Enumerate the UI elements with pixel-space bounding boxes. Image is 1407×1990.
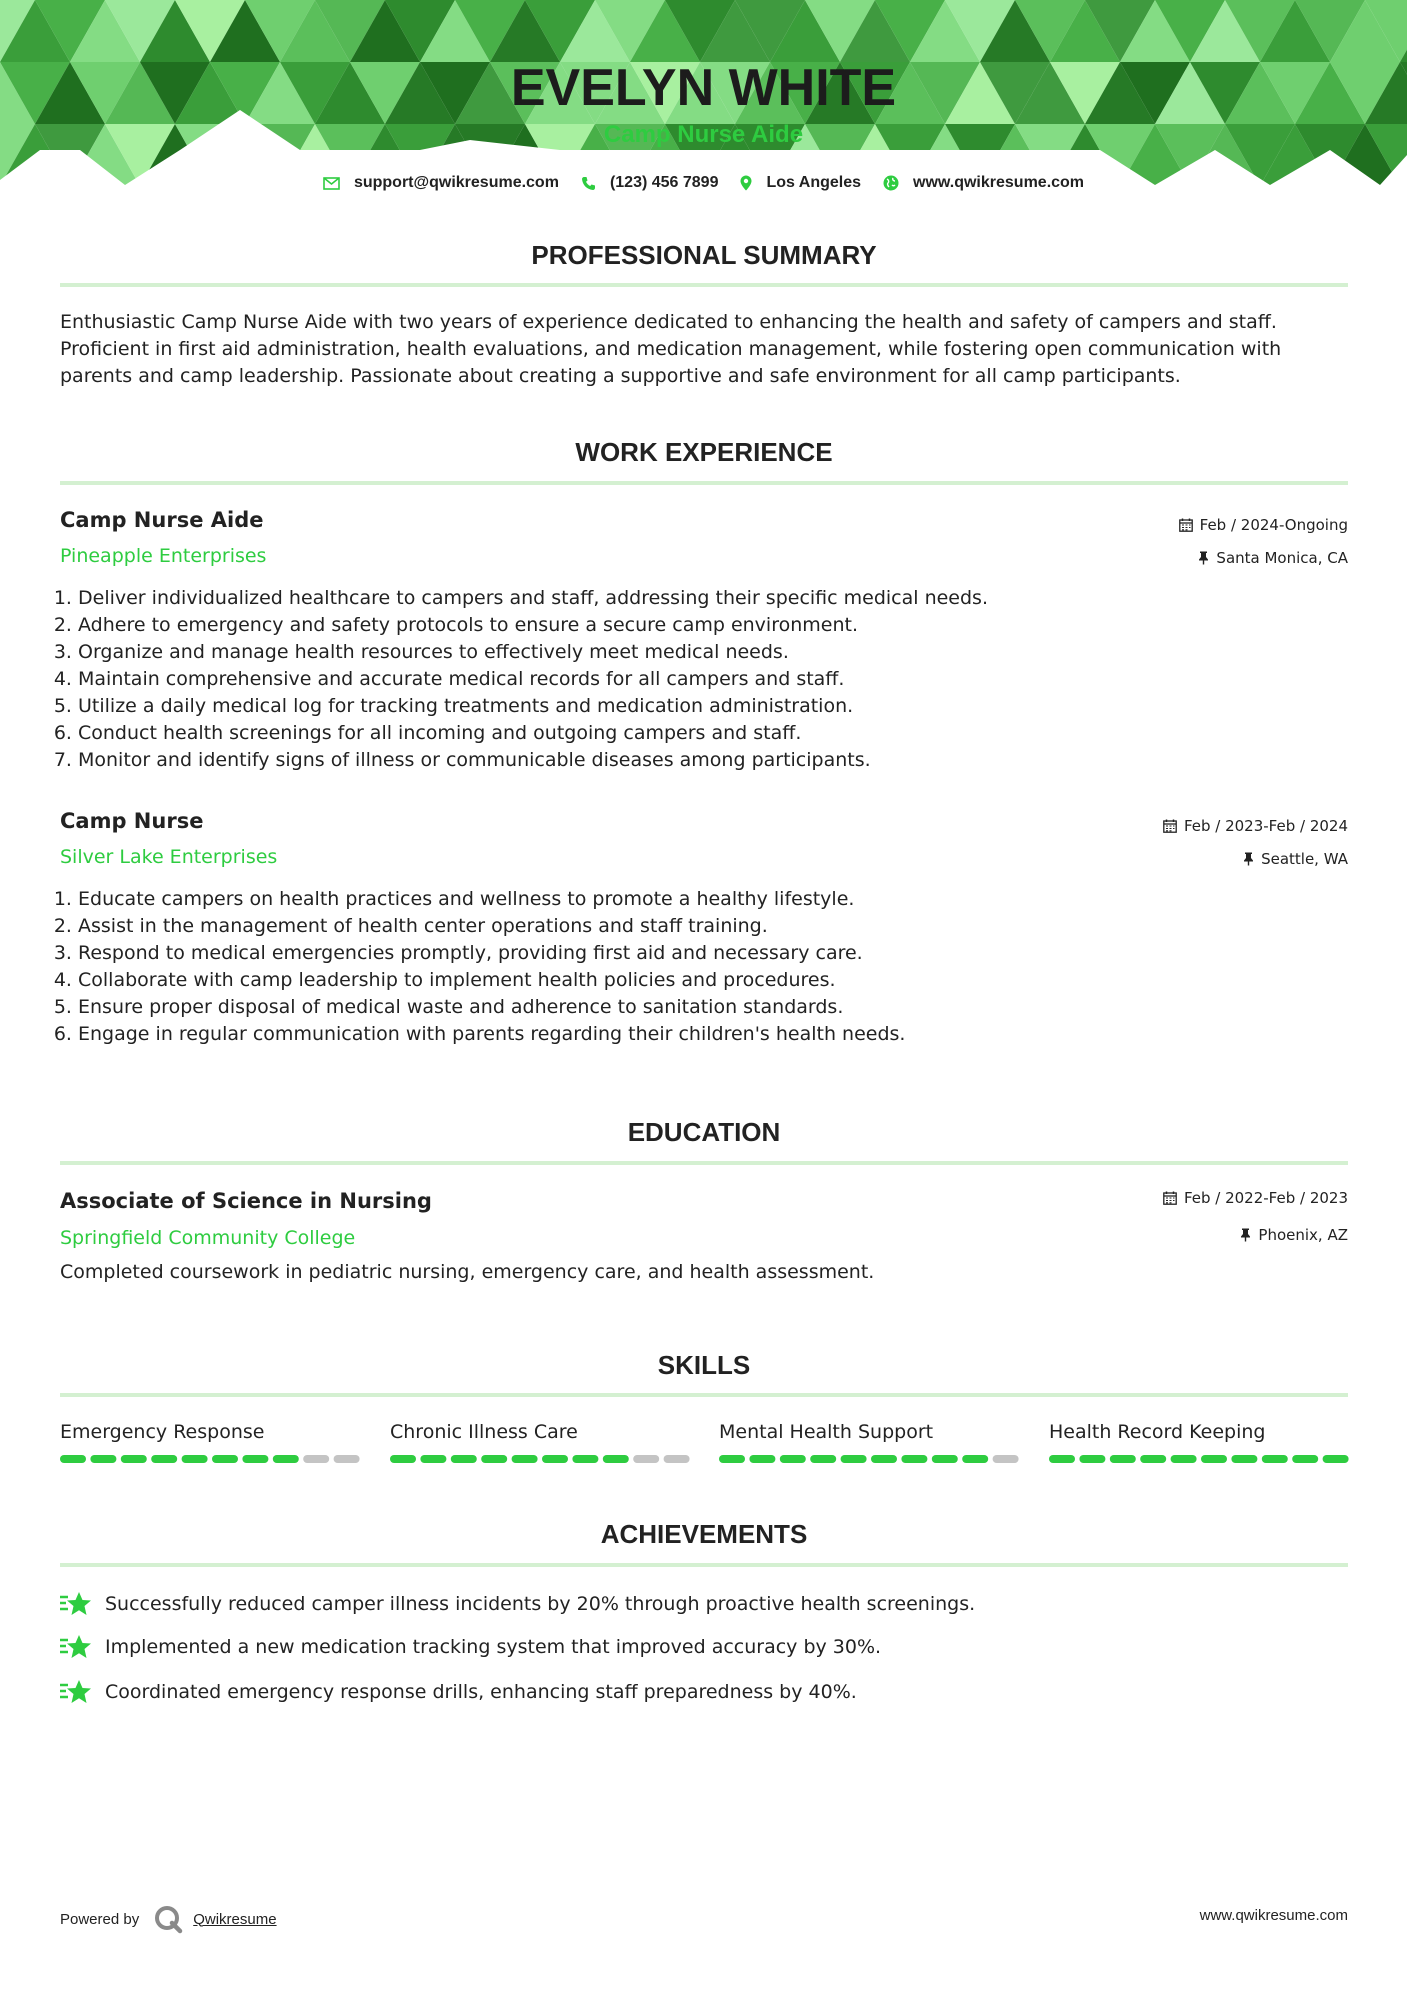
section-divider [60, 1563, 1348, 1567]
skill-segment-filled [1079, 1455, 1105, 1463]
skill-segment-filled [1201, 1455, 1227, 1463]
list-item: 6. Conduct health screenings for all incoming and outgoing campers and staff. [78, 720, 1328, 747]
education-dates-text: Feb / 2022-Feb / 2023 [1183, 1189, 1348, 1207]
job-location-text: Santa Monica, CA [1216, 549, 1348, 567]
skill-segment-filled [1049, 1455, 1075, 1463]
skill-level-bar [719, 1454, 1019, 1464]
achievement-text: Implemented a new medication tracking system that improved accuracy by 30%. [105, 1636, 882, 1658]
email-text: support@qwikresume.com [353, 174, 559, 191]
skill-level-bar [1049, 1454, 1349, 1464]
section-title-education: EDUCATION [627, 1117, 781, 1147]
job-location [1198, 549, 1348, 567]
contact-bar [0, 174, 1407, 192]
skill-segment-empty [633, 1455, 659, 1463]
skill-segment-filled [273, 1455, 299, 1463]
star-icon [60, 1634, 92, 1660]
job-dates-text: Feb / 2024-Ongoing [1199, 516, 1348, 534]
skill-name: Emergency Response [60, 1421, 265, 1443]
skill-segment-filled [719, 1455, 745, 1463]
job-company: Pineapple Enterprises [60, 545, 267, 567]
pushpin-icon [1240, 1228, 1251, 1242]
skill-segment-filled [481, 1455, 507, 1463]
education-degree: Associate of Science in Nursing [60, 1189, 432, 1213]
summary-text: Enthusiastic Camp Nurse Aide with two years of experience dedicated to enhancing the health and safety of campers and staff. Proficient in first aid administration, health evaluations, and medication management, while fostering open communication with parents and camp leadership. Passionate about creating a supportive and safe environment for all camp participants. [60, 311, 1282, 387]
pushpin-icon [1198, 551, 1209, 565]
skill-segment-empty [664, 1455, 690, 1463]
star-icon [60, 1591, 92, 1617]
phone-text: (123) 456 7899 [609, 174, 719, 191]
contact-email[interactable] [323, 174, 559, 192]
contact-website[interactable] [883, 174, 1084, 192]
skill-name: Health Record Keeping [1049, 1421, 1266, 1443]
job-dates [1163, 817, 1348, 835]
skill-level-bar [390, 1454, 690, 1464]
skill-segment-filled [1323, 1455, 1349, 1463]
skill-segment-filled [1231, 1455, 1257, 1463]
globe-icon [883, 175, 899, 191]
list-item: 7. Monitor and identify signs of illness or communicable diseases among participants. [78, 747, 1328, 774]
candidate-role: Camp Nurse Aide [603, 121, 804, 148]
education-location [1240, 1226, 1348, 1244]
skill-segment-filled [390, 1455, 416, 1463]
phone-icon [581, 176, 596, 191]
skill-segment-filled [542, 1455, 568, 1463]
location-text: Los Angeles [766, 174, 862, 191]
job-location [1243, 850, 1348, 868]
education-dates [1163, 1189, 1348, 1207]
list-item: 1. Deliver individualized healthcare to campers and staff, addressing their specific medical needs. [78, 585, 1328, 612]
job-title: Camp Nurse [60, 809, 204, 833]
achievement-text: Coordinated emergency response drills, enhancing staff preparedness by 40%. [105, 1681, 857, 1703]
footer-website[interactable]: www.qwikresume.com [1199, 1907, 1348, 1924]
section-divider [60, 481, 1348, 485]
job-dates [1179, 516, 1348, 534]
skill-name: Mental Health Support [719, 1421, 934, 1443]
list-item: 3. Respond to medical emergencies promptly, providing first aid and necessary care. [78, 940, 1328, 967]
skill-item [1049, 1421, 1349, 1443]
skill-segment-filled [871, 1455, 897, 1463]
skill-segment-empty [303, 1455, 329, 1463]
skill-segment-empty [993, 1455, 1019, 1463]
skill-name: Chronic Illness Care [390, 1421, 578, 1443]
job-company: Silver Lake Enterprises [60, 846, 278, 868]
skill-segment-filled [420, 1455, 446, 1463]
skill-segment-filled [749, 1455, 775, 1463]
job-title: Camp Nurse Aide [60, 508, 264, 532]
footer-powered-by [60, 1904, 277, 1934]
achievement-item [60, 1591, 975, 1617]
contact-location [740, 174, 861, 192]
skill-segment-filled [451, 1455, 477, 1463]
section-title-skills: SKILLS [657, 1350, 751, 1380]
education-description: Completed coursework in pediatric nursing, emergency care, and health assessment. [60, 1261, 875, 1283]
candidate-name: EVELYN WHITE [510, 59, 897, 117]
skill-segment-filled [780, 1455, 806, 1463]
list-item: 2. Adhere to emergency and safety protocols to ensure a secure camp environment. [78, 612, 1328, 639]
job-location-text: Seattle, WA [1261, 850, 1348, 868]
list-item: 4. Collaborate with camp leadership to implement health policies and procedures. [78, 967, 1328, 994]
section-divider [60, 283, 1348, 287]
skill-segment-filled [151, 1455, 177, 1463]
section-title-experience: WORK EXPERIENCE [575, 437, 833, 467]
achievement-item [60, 1679, 857, 1705]
education-location-text: Phoenix, AZ [1258, 1226, 1348, 1244]
skill-item [60, 1421, 360, 1443]
star-icon [60, 1679, 92, 1705]
skill-segment-filled [1292, 1455, 1318, 1463]
section-divider [60, 1161, 1348, 1165]
skill-segment-filled [603, 1455, 629, 1463]
skill-segment-filled [90, 1455, 116, 1463]
skill-segment-filled [121, 1455, 147, 1463]
powered-by-label: Powered by [60, 1910, 140, 1928]
calendar-icon [1179, 518, 1193, 532]
skill-segment-empty [334, 1455, 360, 1463]
job-dates-text: Feb / 2023-Feb / 2024 [1183, 817, 1348, 835]
map-pin-icon [740, 175, 752, 191]
skill-segment-filled [212, 1455, 238, 1463]
achievement-text: Successfully reduced camper illness incidents by 20% through proactive health screenings. [105, 1593, 976, 1615]
skill-item [390, 1421, 690, 1443]
calendar-icon [1163, 819, 1177, 833]
qwikresume-logo-icon [153, 1904, 183, 1934]
calendar-icon [1163, 1191, 1177, 1205]
list-item: 2. Assist in the management of health center operations and staff training. [78, 913, 1328, 940]
skill-item [719, 1421, 1019, 1443]
job-duties [0, 886, 1328, 1048]
skill-segment-filled [512, 1455, 538, 1463]
skill-segment-filled [182, 1455, 208, 1463]
skill-segment-filled [901, 1455, 927, 1463]
skill-segment-filled [1140, 1455, 1166, 1463]
website-text: www.qwikresume.com [913, 174, 1085, 191]
section-divider [60, 1393, 1348, 1397]
contact-phone[interactable] [581, 174, 719, 192]
list-item: 3. Organize and manage health resources to effectively meet medical needs. [78, 639, 1328, 666]
skill-segment-filled [242, 1455, 268, 1463]
list-item: 1. Educate campers on health practices and wellness to promote a healthy lifestyle. [78, 886, 1328, 913]
skill-segment-filled [932, 1455, 958, 1463]
skill-segment-filled [1110, 1455, 1136, 1463]
skill-segment-filled [60, 1455, 86, 1463]
pushpin-icon [1243, 852, 1254, 866]
section-title-summary: PROFESSIONAL SUMMARY [531, 240, 877, 270]
qwikresume-link[interactable]: Qwikresume [193, 1910, 277, 1928]
skill-segment-filled [572, 1455, 598, 1463]
envelope-icon [323, 177, 340, 190]
education-school: Springfield Community College [60, 1227, 356, 1249]
list-item: 4. Maintain comprehensive and accurate medical records for all campers and staff. [78, 666, 1328, 693]
skill-segment-filled [841, 1455, 867, 1463]
skill-segment-filled [962, 1455, 988, 1463]
skill-level-bar [60, 1454, 360, 1464]
skill-segment-filled [1262, 1455, 1288, 1463]
skill-segment-filled [1171, 1455, 1197, 1463]
section-title-achievements: ACHIEVEMENTS [600, 1519, 808, 1549]
job-duties [0, 585, 1328, 774]
list-item: 5. Utilize a daily medical log for tracking treatments and medication administration. [78, 693, 1328, 720]
achievement-item [60, 1634, 881, 1660]
skills-list [60, 1421, 1350, 1481]
list-item: 5. Ensure proper disposal of medical waste and adherence to sanitation standards. [78, 994, 1328, 1021]
list-item: 6. Engage in regular communication with parents regarding their children's health needs. [78, 1021, 1328, 1048]
skill-segment-filled [810, 1455, 836, 1463]
